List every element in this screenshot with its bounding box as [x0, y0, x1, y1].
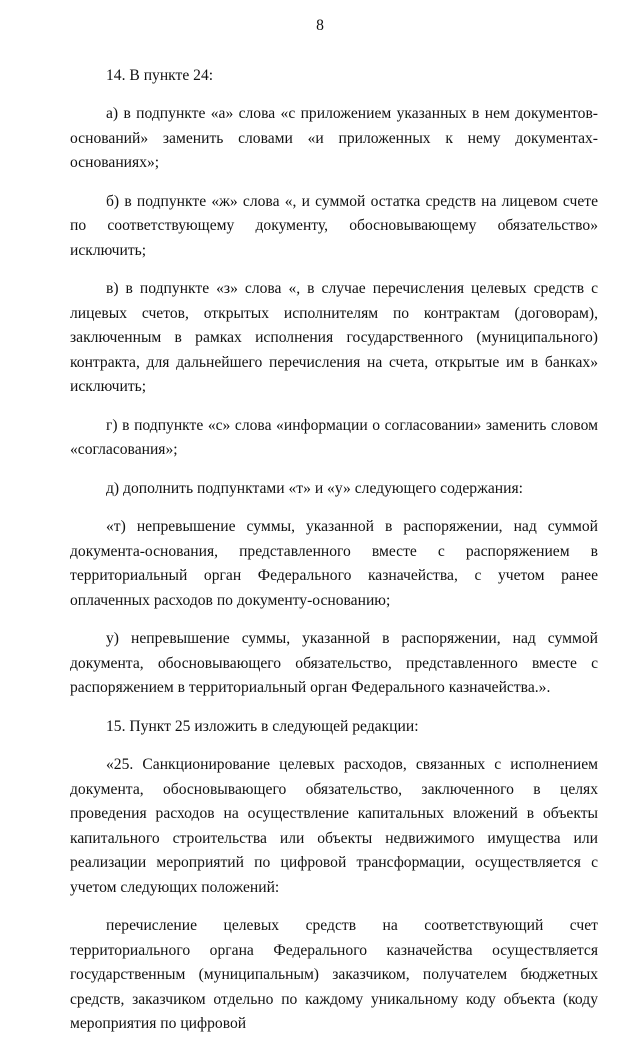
paragraph-subitem-g: г) в подпункте «с» слова «информации о согласовании» заменить словом «согласования»;: [70, 416, 598, 458]
paragraph-transfer-provision: перечисление целевых средств на соответствующий счет территориального органа Федерального казначейства осуществляется государственным (муниципальным) заказчиком, получателем бюджетных средств, заказчиком отдельно по каждому уникальному коду объекта (коду мероприятия по цифровой: [70, 917, 598, 1032]
paragraph-subitem-v: в) в подпункте «з» слова «, в случае перечисления целевых средств с лицевых счетов, открытых исполнителям по контрактам (договорам), заключенным в рамках исполнения государственного (муниципального) контракта, для дальнейшего перечисления на счета, открытые им в банках» исключить;: [70, 280, 598, 395]
paragraph-subitem-a: а) в подпункте «а» слова «с приложением указанных в нем документов-оснований» заменить словами «и приложенных к нему документах-основаниях»;: [70, 105, 598, 171]
paragraph-subitem-d: д) дополнить подпунктами «т» и «у» следующего содержания:: [106, 479, 523, 497]
paragraph-new-subitem-u: у) непревышение суммы, указанной в распоряжении, над суммой документа, обосновывающего обязательство, представленного вместе с распоряжением в территориальный орган Федерального казначейства.».: [70, 630, 598, 696]
paragraph-point-25: «25. Санкционирование целевых расходов, связанных с исполнением документа, обосновывающего обязательство, заключенного в целях проведения расходов на осуществление капитальных вложений в объекты капитального строительства или объекты недвижимого имущества или реализации мероприятий по цифровой трансформации, осуществляется с учетом следующих положений:: [70, 756, 598, 896]
document-body: [70, 63, 598, 1037]
paragraph-item-14: 14. В пункте 24:: [106, 66, 214, 84]
paragraph-subitem-b: б) в подпункте «ж» слова «, и суммой остатка средств на лицевом счете по соответствующему документу, обосновывающему обязательство» исключить;: [70, 192, 598, 259]
paragraph-new-subitem-t: «т) непревышение суммы, указанной в распоряжении, над суммой документа-основания, представленного вместе с распоряжением в территориальный орган Федерального казначейства, с учетом ранее оплаченных расходов по документу-основанию;: [70, 518, 598, 609]
page-number: 8: [316, 17, 324, 34]
paragraph-item-15: 15. Пункт 25 изложить в следующей редакции:: [106, 717, 419, 735]
